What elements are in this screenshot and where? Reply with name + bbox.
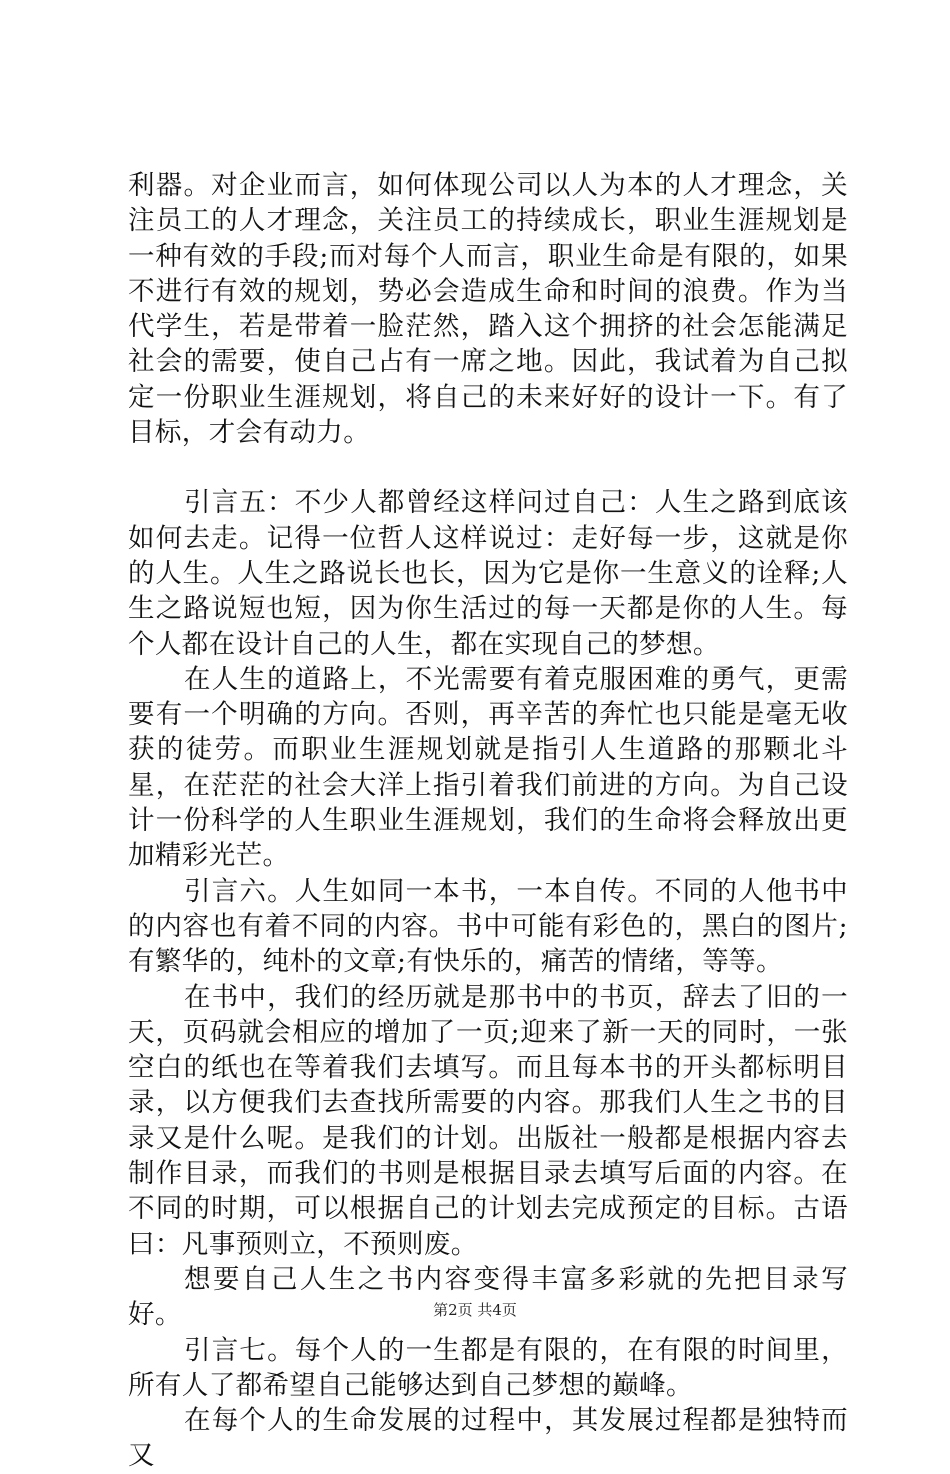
paragraph-intro-five: 引言五：不少人都曾经这样问过自己：人生之路到底该如何去走。记得一位哲人这样说过：走好每一步，这就是你的人生。人生之路说长也长，因为它是你一生意义的诠释;人生之路说短也短，因为你生活过的每一天都是你的人生。每个人都在设计自己的人生，都在实现自己的梦想。 [128, 487, 848, 660]
paragraph-intro-seven: 引言七。每个人的一生都是有限的，在有限的时间里，所有人了都希望自己能够达到自己梦想的巅峰。 [128, 1334, 848, 1401]
paragraph-life-direction: 在人生的道路上，不光需要有着克服困难的勇气，更需要有一个明确的方向。否则，再辛苦的奔忙也只能是毫无收获的徒劳。而职业生涯规划就是指引人生道路的那颗北斗星，在茫茫的社会大洋上指引着我们前进的方向。为自己设计一份科学的人生职业生涯规划，我们的生命将会释放出更加精彩光芒。 [128, 663, 848, 872]
paragraph-life-development: 在每个人的生命发展的过程中，其发展过程都是独特而又 [128, 1405, 848, 1472]
page-number-footer: 第2页 共4页 [433, 1301, 517, 1319]
paragraph-intro-six: 引言六。人生如同一本书，一本自传。不同的人他书中的内容也有着不同的内容。书中可能有彩色的，黑白的图片;有繁华的，纯朴的文章;有快乐的，痛苦的情绪，等等。 [128, 875, 848, 978]
body-text [128, 168, 848, 1474]
paragraph-continuation: 利器。对企业而言，如何体现公司以人为本的人才理念，关注员工的人才理念，关注员工的持续成长，职业生涯规划是一种有效的手段;而对每个人而言，职业生命是有限的，如果不进行有效的规划，势必会造成生命和时间的浪费。作为当代学生，若是带着一脸茫然，踏入这个拥挤的社会怎能满足社会的需要，使自己占有一席之地。因此，我试着为自己拟定一份职业生涯规划，将自己的未来好好的设计一下。有了目标，才会有动力。 [128, 170, 848, 449]
paragraph-book-pages: 在书中，我们的经历就是那书中的书页，辞去了旧的一天，页码就会相应的增加了一页;迎来了新一天的同时，一张空白的纸也在等着我们去填写。而且每本书的开头都标明目录，以方便我们去查找所需要的内容。那我们人生之书的目录又是什么呢。是我们的计划。出版社一般都是根据内容去制作目录，而我们的书则是根据目录去填写后面的内容。在不同的时期，可以根据自己的计划去完成预定的目标。古语曰：凡事预则立，不预则废。 [128, 981, 848, 1260]
paragraph-table-of-contents: 想要自己人生之书内容变得丰富多彩就的先把目录写好。 [128, 1263, 848, 1331]
